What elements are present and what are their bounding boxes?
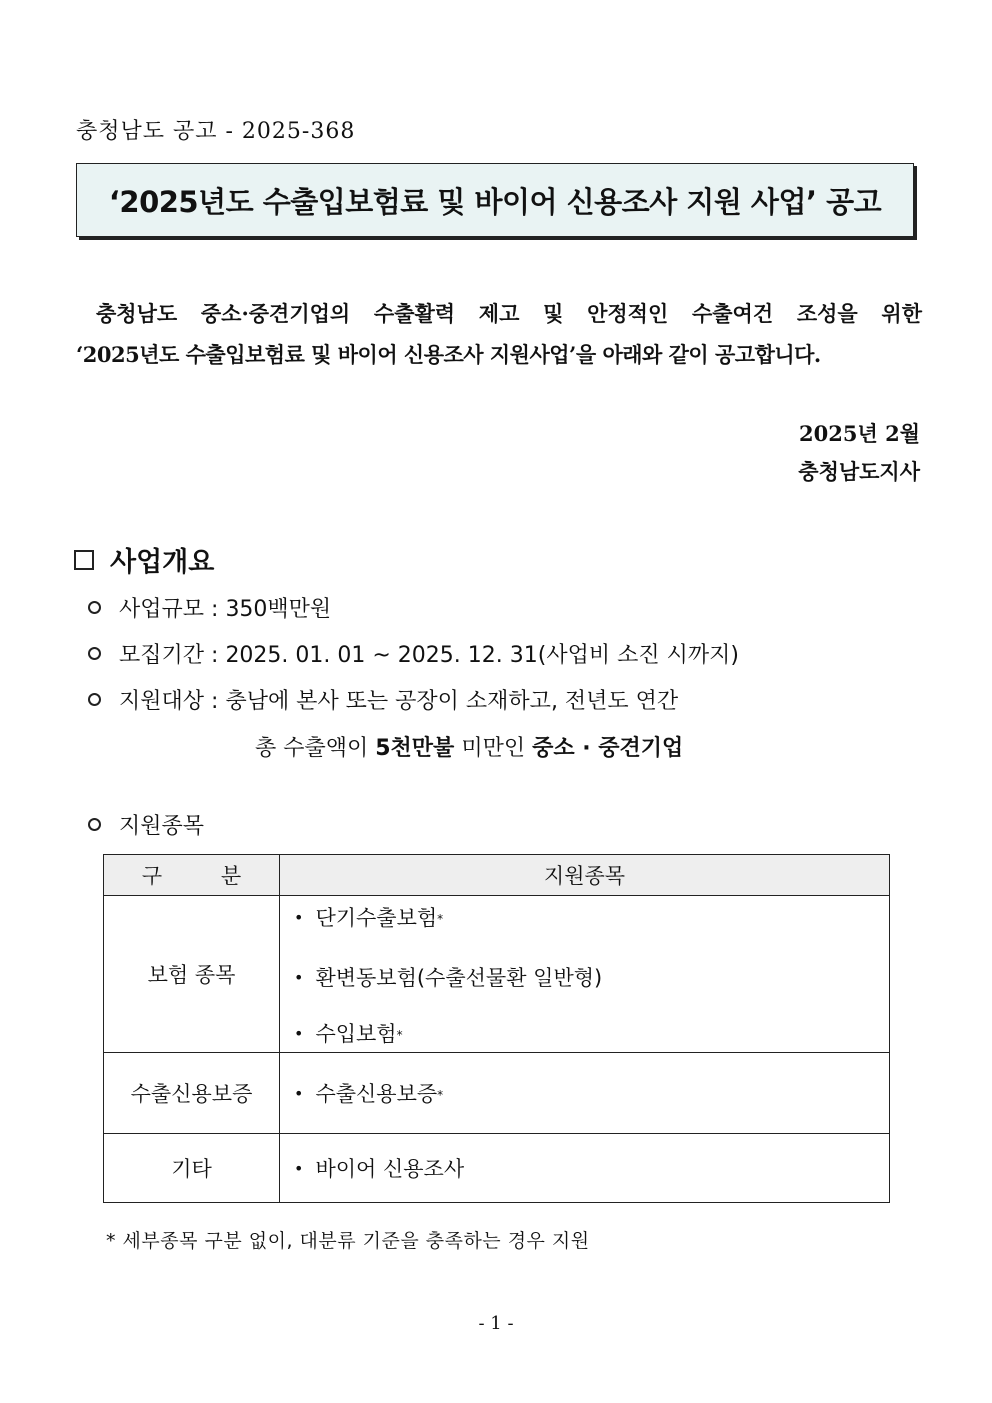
target-middle: 미만인 [454,736,533,761]
bullet-dot-icon: • [294,1084,304,1103]
circle-bullet-icon [88,647,101,660]
list-item: • 환변동보험(수출선물환 일반형) [294,966,603,990]
item-sep: : [211,597,219,622]
row-items [280,1134,890,1203]
circle-bullet-icon [88,818,101,831]
target-company: 중소 · 중견기업 [532,736,684,761]
table-row [104,1134,890,1203]
list-item: • 바이어 신용조사 [294,1157,465,1181]
target-prefix: 총 수출액이 [255,736,376,761]
item-label: 사업규모 [119,597,205,622]
overview-item-target [88,684,678,715]
item-label: 지원종목 [119,814,205,839]
table-row [104,896,890,1053]
item-value: 2025. 01. 01 ~ 2025. 12. 31(사업비 소진 시까지) [225,643,739,668]
table-row [104,1053,890,1134]
circle-bullet-icon [88,693,101,706]
footnote: * 세부종목 구분 없이, 대분류 기준을 충족하는 경우 지원 [106,1230,590,1252]
overview-item-support [88,809,204,840]
overview-item-scale [88,592,331,623]
notice-number: 충청남도 공고 - 2025-368 [76,119,356,144]
item-label: 지원대상 [119,689,205,714]
item-value: 350백만원 [225,597,332,622]
row-category: 수출신용보증 [104,1053,280,1134]
list-item: • 수입보험 * [294,1022,403,1046]
header-items: 지원종목 [280,855,890,896]
list-item: • 수출신용보증 * [294,1082,444,1106]
item-sep: : [211,689,219,714]
item-label: 모집기간 [119,643,205,668]
header-category: 구 분 [104,855,280,896]
document-title: ‘2025년도 수출입보험료 및 바이어 신용조사 지원 사업’ 공고 [108,184,882,219]
section-heading [74,540,214,579]
intro-line-2: ‘2025년도 수출입보험료 및 바이어 신용조사 지원사업’을 아래와 같이 공고합니다. [76,342,821,367]
intro-line-1: 충청남도 중소·중견기업의 수출활력 제고 및 안정적인 수출여건 조성을 위한 [96,301,922,326]
item-value: 충남에 본사 또는 공장이 소재하고, 전년도 연간 [225,689,679,714]
circle-bullet-icon [88,601,101,614]
row-category: 보험 종목 [104,896,280,1053]
notice-author: 충청남도지사 [798,459,920,484]
support-items-table [103,854,890,1203]
row-category: 기타 [104,1134,280,1203]
section-heading-text: 사업개요 [110,547,215,578]
bullet-dot-icon: • [294,1159,304,1178]
row-items [280,896,890,1053]
list-item: • 단기수출보험 * [294,906,444,930]
notice-date: 2025년 2월 [799,421,920,446]
bullet-dot-icon: • [294,908,304,927]
target-amount: 5천만불 [375,736,455,761]
overview-item-target-cont [255,731,683,762]
overview-item-period [88,638,739,669]
item-sep: : [211,643,219,668]
bullet-dot-icon: • [294,1024,304,1043]
title-box [76,163,914,237]
page-number: - 1 - [478,1313,514,1334]
row-items [280,1053,890,1134]
intro-paragraph [76,293,922,375]
bullet-dot-icon: • [294,968,304,987]
square-bullet-icon [74,550,94,570]
table-header-row [104,855,890,896]
